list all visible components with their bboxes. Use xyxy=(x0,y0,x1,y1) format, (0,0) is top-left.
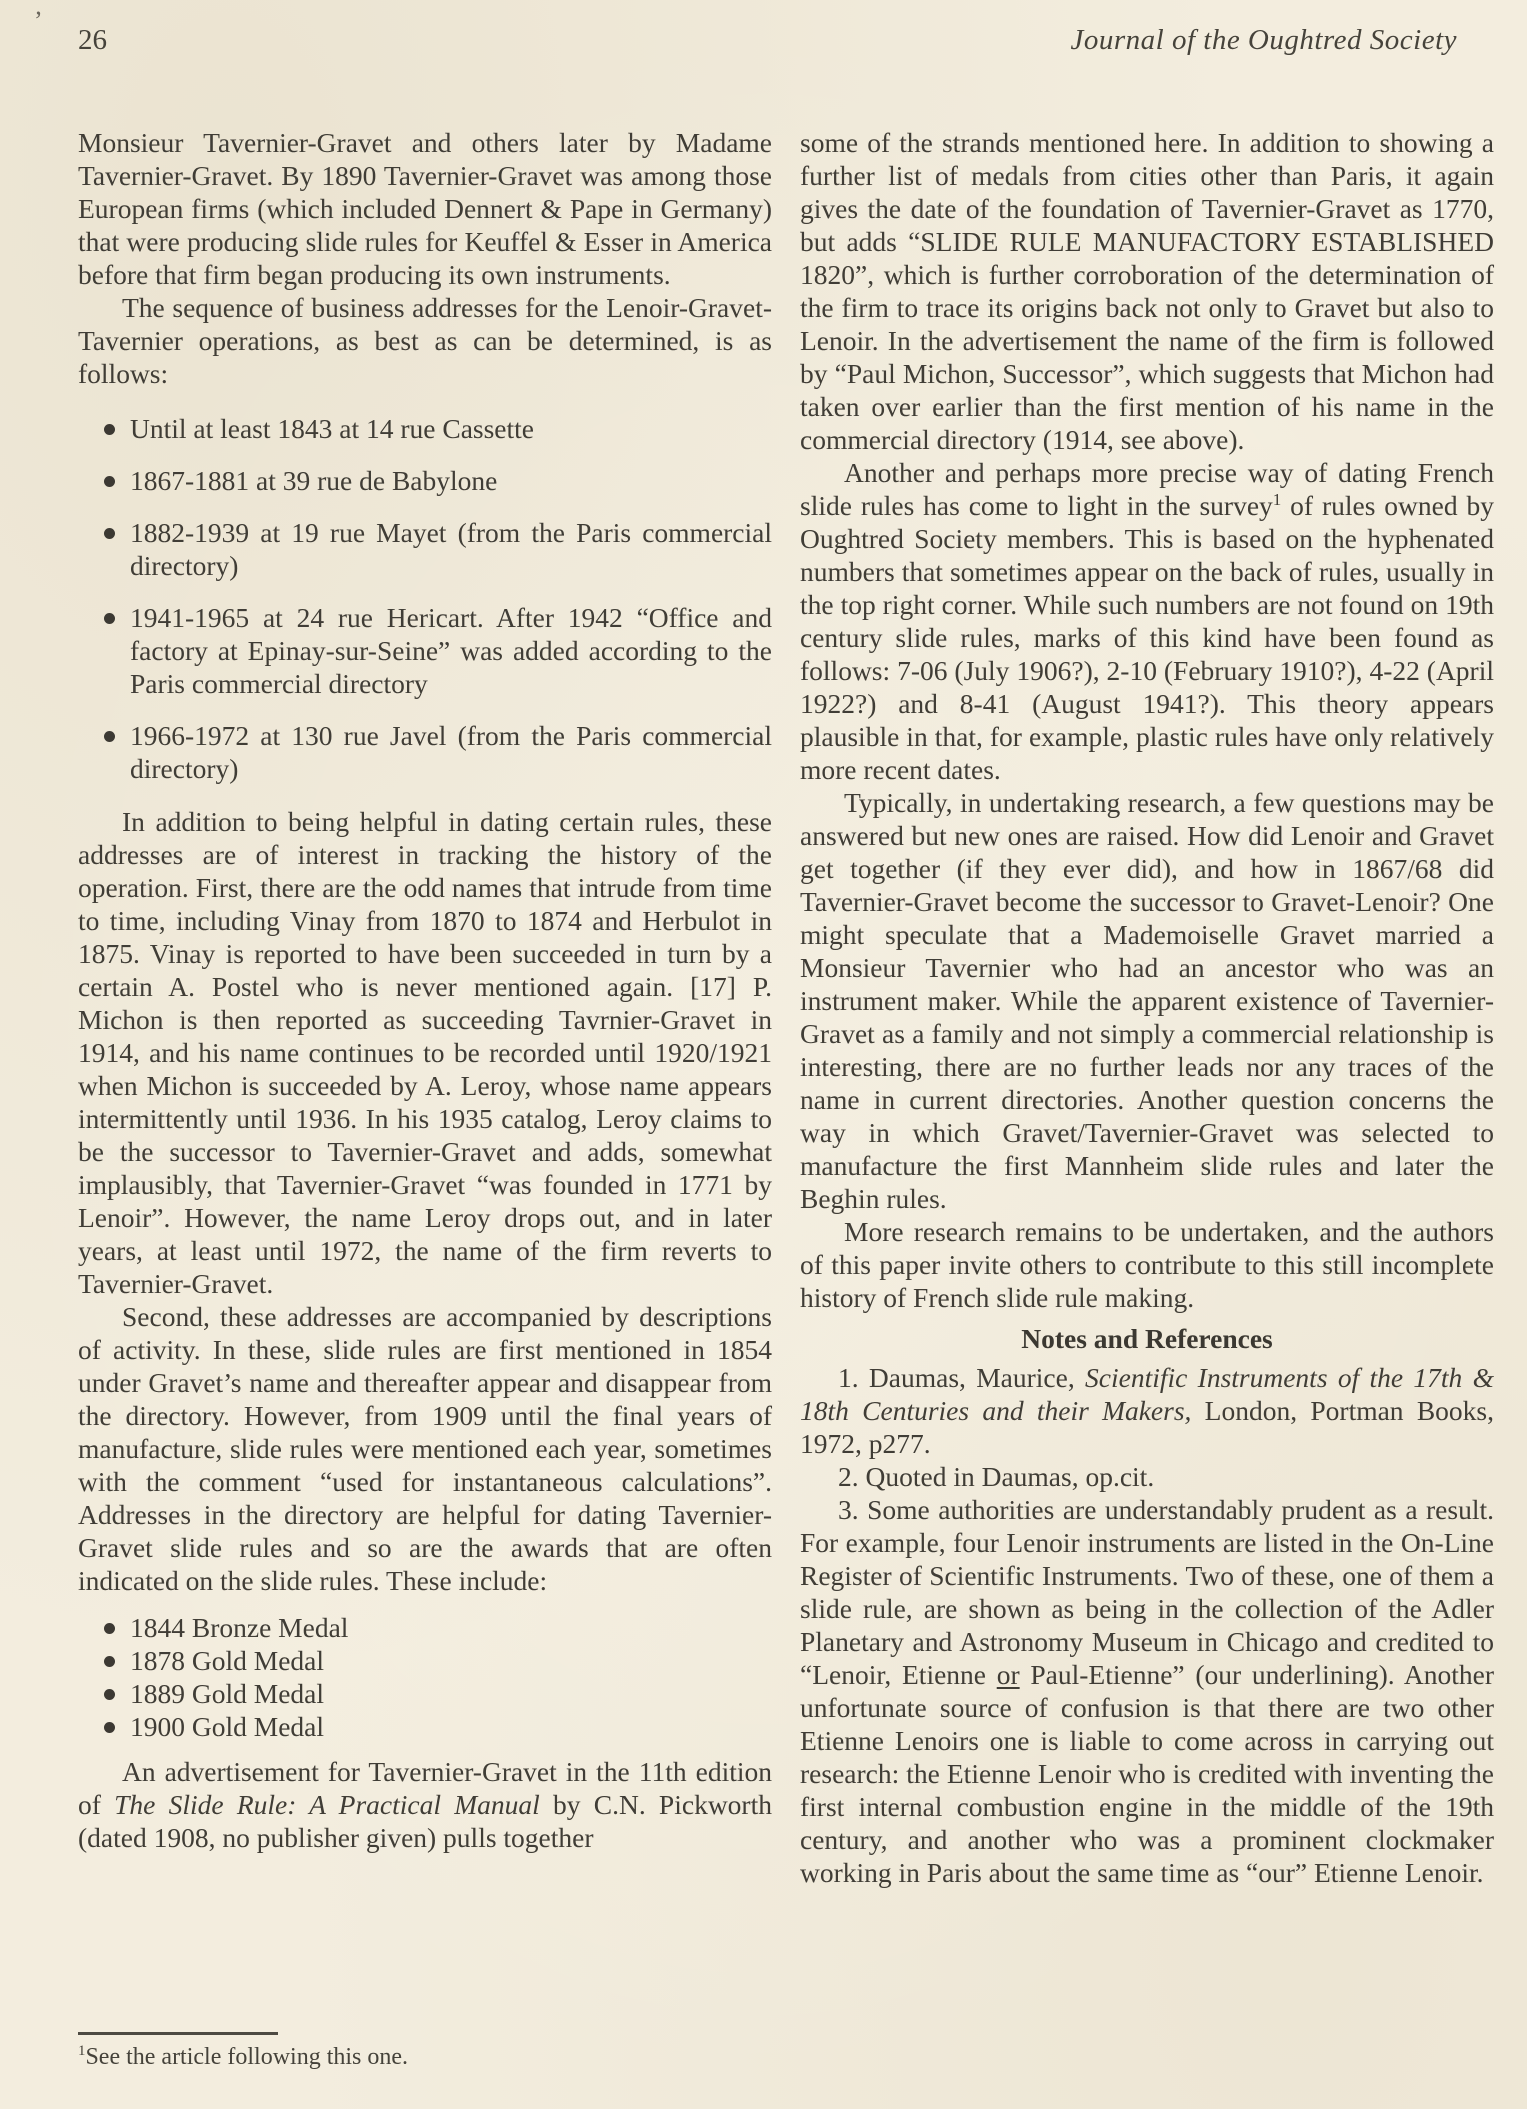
medal-list xyxy=(78,1611,772,1743)
address-list-item: Until at least 1843 at 14 rue Cassette xyxy=(78,412,772,445)
underlined-word: or xyxy=(996,1659,1020,1690)
medal-list-item: 1878 Gold Medal xyxy=(78,1644,772,1677)
book-title: Scientific Instruments of the 17th & 18th Centuries and their Makers, xyxy=(800,1362,1495,1426)
text-segment: An advertisement for Tavernier-Gravet in the 11th edition of xyxy=(78,1756,772,1820)
notes-and-references-heading: Notes and References xyxy=(1021,1323,1273,1354)
page-header xyxy=(78,24,1457,57)
medal-list-item: 1844 Bronze Medal xyxy=(78,1611,772,1644)
address-list-item: 1941-1965 at 24 rue Hericart. After 1942 “Office and factory at Epinay-sur-Seine” was added according to the Paris commercial directory xyxy=(78,601,772,700)
medal-list-item: 1889 Gold Medal xyxy=(78,1677,772,1710)
footnote-block xyxy=(78,2032,772,2072)
address-list xyxy=(78,412,772,785)
paragraph-dating-history: In addition to being helpful in dating certain rules, these addresses are of interest in tracking the history of the operation. First, there are the odd names that intrude from time to time, including Vinay from 1870 to 1874 and Herbulot in 1875. Vinay is reported to have been succeeded in turn by a certain A. Postel who is never mentioned again. [17] P. Michon is then reported as succeeding Tavrnier-Gravet in 1914, and his name continues to be recorded until 1920/1921 when Michon is succeeded by A. Leroy, whose name appears intermittently until 1936. In his 1935 catalog, Leroy claims to be the successor to Tavernier-Gravet and adds, somewhat implausibly, that Tavernier-Gravet “was founded in 1771 by Lenoir”. However, the name Leroy drops out, and in later years, at least until 1972, the name of the firm reverts to Tavernier-Gravet. xyxy=(78,806,772,1299)
paragraph-more-research: More research remains to be undertaken, and the authors of this paper invite others to contribute to this still incomplete history of French slide rule making. xyxy=(800,1216,1494,1313)
footnote-text xyxy=(78,2043,772,2072)
scan-speck: ’ xyxy=(34,6,43,35)
reference-item: 2. Quoted in Daumas, op.cit. xyxy=(838,1461,1155,1492)
text-segment: London, Portman Books, 1972, p277. xyxy=(800,1395,1494,1459)
text-segment: 3. Some authorities are understandably prudent as a result. For example, four Lenoir instruments are listed in the On-Line Register of Scientific Instruments. Two of these, one of them a slide rule, are shown as being in the collection of the Adler Planetary and Astronomy Museum in Chicago and credited to “Lenoir, Etienne xyxy=(800,1494,1494,1690)
text-segment: Paul-Etienne” (our underlining). Another unfortunate source of confusion is that there are two other Etienne Lenoirs one is liable to come across in carrying out research: the Etienne Lenoir who is credited with inventing the first internal combustion engine in the middle of the 19th century, and another who was a prominent clockmaker working in Paris about the same time as “our” Etienne Lenoir. xyxy=(800,1659,1494,1888)
address-list-item: 1966-1972 at 130 rue Javel (from the Paris commercial directory) xyxy=(78,719,772,785)
paragraph-addresses-intro: The sequence of business addresses for the Lenoir-Gravet-Tavernier operations, as best as can be determined, is as follows: xyxy=(78,292,772,389)
book-title: The Slide Rule: A Practical Manual xyxy=(114,1789,540,1820)
text-segment: See the article following this one. xyxy=(85,2044,409,2070)
footnote-reference-mark: 1 xyxy=(1272,489,1282,509)
text-segment: 1. Daumas, Maurice, xyxy=(838,1362,1086,1393)
paragraph-research-questions: Typically, in undertaking research, a few questions may be answered but new ones are raised. How did Lenoir and Gravet get together (if they ever did), and how in 1867/68 did Tavernier-Gravet become the successor to Gravet-Lenoir? One might speculate that a Mademoiselle Gravet married a Monsieur Tavernier who had an ancestor who was an instrument maker. While the apparent existence of Tavernier-Gravet as a family and not simply a commercial relationship is interesting, there are no further leads nor any traces of the name in current directories. Another question concerns the way in which Gravet/Tavernier-Gravet was selected to manufacture the first Mannheim slide rules and later the Beghin rules. xyxy=(800,787,1494,1214)
footnote-rule xyxy=(78,2032,278,2035)
paragraph-continuation: some of the strands mentioned here. In addition to showing a further list of medals from cities other than Paris, it again gives the date of the foundation of Tavernier-Gravet as 1770, but adds “SLIDE RULE MANUFACTORY ESTABLISHED 1820”, which is further corroboration of the determination of the firm to trace its origins back not only to Gravet but also to Lenoir. In the advertisement the name of the firm is followed by “Paul Michon, Successor”, which suggests that Michon had taken over earlier than the first mention of his name in the commercial directory (1914, see above). xyxy=(800,127,1494,455)
page-number: 26 xyxy=(78,24,107,56)
paragraph-advertisement xyxy=(78,1755,772,1854)
text-segment: by C.N. Pickworth (dated 1908, no publisher given) pulls together xyxy=(78,1789,772,1853)
reference-item xyxy=(800,1361,1494,1460)
reference-item xyxy=(800,1493,1494,1889)
text-segment: Another and perhaps more precise way of dating French slide rules has come to light in the survey xyxy=(800,457,1494,521)
address-list-item: 1867-1881 at 39 rue de Babylone xyxy=(78,464,772,497)
journal-title: Journal of the Oughtred Society xyxy=(1070,24,1457,56)
right-column xyxy=(800,126,1494,1889)
text-segment: of rules owned by Oughtred Society members. This is based on the hyphenated numbers that sometimes appear on the back of rules, usually in the top right corner. While such numbers are not found on 19th century slide rules, marks of this kind have been found as follows: 7-06 (July 1906?), 2-10 (February 1910?), 4-22 (April 1922?) and 8-41 (August 1941?). This theory appears plausible in that, for example, plastic rules have only relatively more recent dates. xyxy=(800,490,1495,785)
footnote-marker: 1 xyxy=(78,2043,86,2059)
paragraph-continuation: Monsieur Tavernier-Gravet and others later by Madame Tavernier-Gravet. By 1890 Tavernier-Gravet was among those European firms (which included Dennert & Pape in Germany) that were producing slide rules for Keuffel & Esser in America before that firm began producing its own instruments. xyxy=(78,127,772,290)
address-list-item: 1882-1939 at 19 rue Mayet (from the Paris commercial directory) xyxy=(78,516,772,582)
paragraph-activity-descriptions: Second, these addresses are accompanied by descriptions of activity. In these, slide rules are first mentioned in 1854 under Gravet’s name and thereafter appear and disappear from the directory. However, from 1909 until the final years of manufacture, slide rules were mentioned each year, sometimes with the comment “used for instantaneous calculations”. Addresses in the directory are helpful for dating Tavernier-Gravet slide rules and so are the awards that are often indicated on the slide rules. These include: xyxy=(78,1301,772,1596)
left-column xyxy=(78,126,772,1854)
medal-list-item: 1900 Gold Medal xyxy=(78,1710,772,1743)
paragraph-survey-dating xyxy=(800,456,1494,786)
